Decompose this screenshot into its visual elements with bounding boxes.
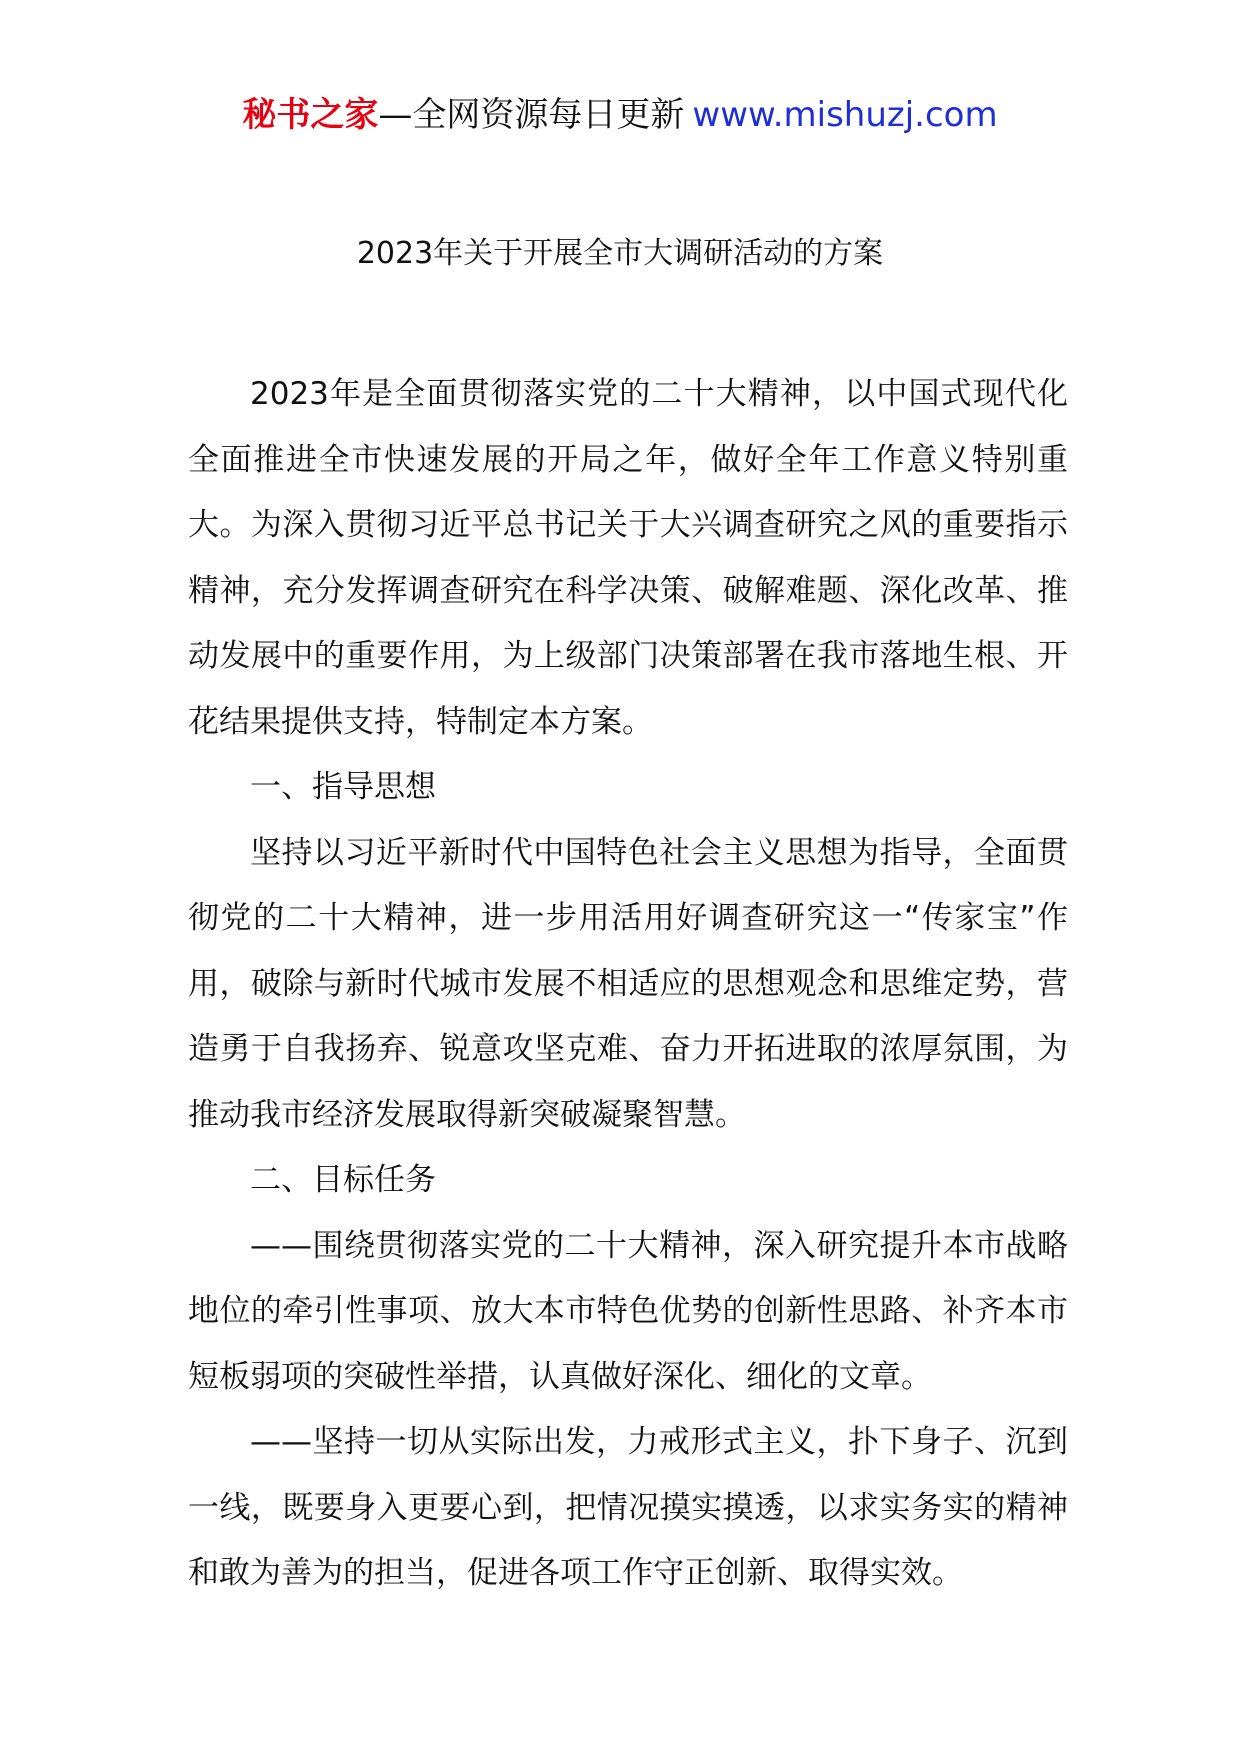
site-header <box>0 90 1240 140</box>
section-heading-guiding-ideology: 一、指导思想 <box>250 769 436 805</box>
goal-paragraph-2: ——坚持一切从实际出发，力戒形式主义，扑下身子、沉到一线，既要身入更要心到，把情况摸实摸透，以求实务实的精神和敢为善为的担当，促进各项工作守正创新、取得实效。 <box>188 1424 1068 1591</box>
section-heading-goals-tasks: 二、目标任务 <box>250 1162 436 1198</box>
document-body <box>188 362 1068 1607</box>
document-title: 2023年关于开展全市大调研活动的方案 <box>356 236 884 271</box>
goal-paragraph-1: ——围绕贯彻落实党的二十大精神，深入研究提升本市战略地位的牵引性事项、放大本市特色优势的创新性思路、补齐本市短板弱项的突破性举措，认真做好深化、细化的文章。 <box>188 1227 1068 1395</box>
guiding-ideology-paragraph: 坚持以习近平新时代中国特色社会主义思想为指导，全面贯彻党的二十大精神，进一步用活用好调查研究这一“传家宝”作用，破除与新时代城市发展不相适应的思想观念和思维定势，营造勇于自我扬弃、锐意攻坚克难、奋力开拓进取的浓厚氛围，为推动我市经济发展取得新突破凝聚智慧。 <box>188 834 1068 1133</box>
site-brand: 秘书之家 <box>242 95 379 135</box>
intro-paragraph: 2023年是全面贯彻落实党的二十大精神，以中国式现代化全面推进全市快速发展的开局之年，做好全年工作意义特别重大。为深入贯彻习近平总书记关于大兴调查研究之风的重要指示精神，充分发挥调查研究在科学决策、破解难题、深化改革、推动发展中的重要作用，为上级部门决策部署在我市落地生根、开花结果提供支持，特制定本方案。 <box>188 376 1068 740</box>
site-slogan: —全网资源每日更新 <box>378 95 685 135</box>
site-url-link[interactable]: www.mishuzj.com <box>692 95 998 135</box>
